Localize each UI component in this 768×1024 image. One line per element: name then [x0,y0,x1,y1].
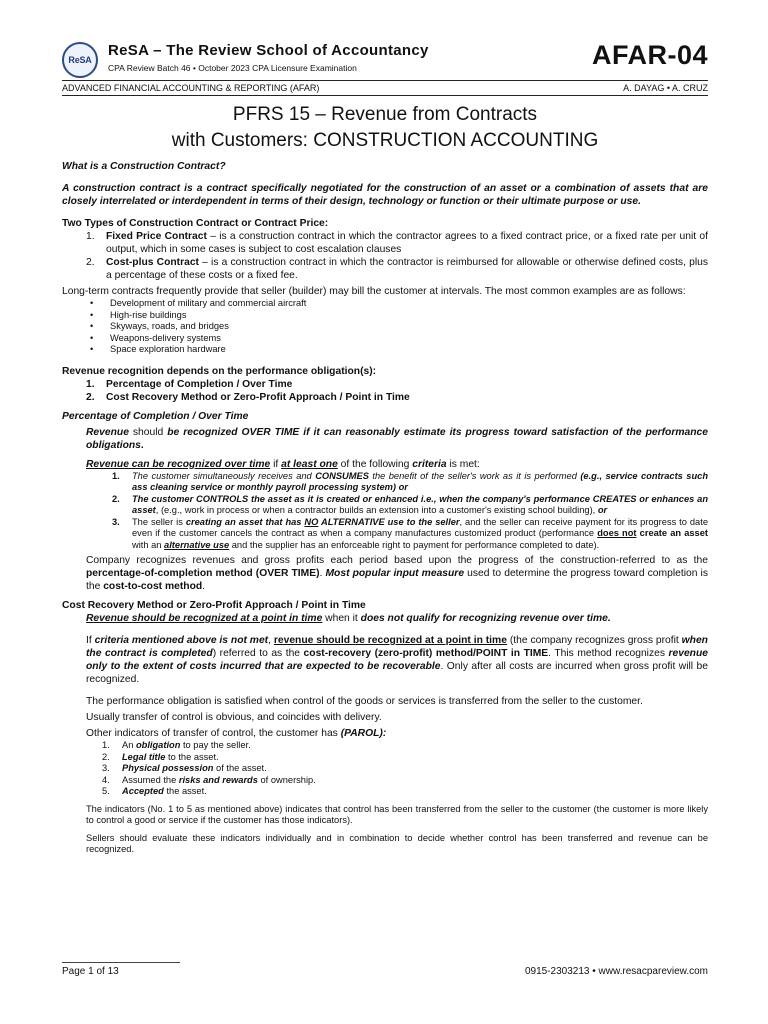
list-item: 2. Cost-plus Contract – is a construction contract in which the contractor is reimbursed for allowable or otherwise defined costs, plus a percentage of these costs or a fixed fee. [86,257,708,281]
list-item: 2. Cost Recovery Method or Zero-Profit Approach / Point in Time [86,391,410,403]
paragraph: Revenue can be recognized over time if at least one of the following criteria is met: [86,458,480,470]
list-item: • Development of military and commercial aircraft [90,298,307,308]
section-heading: Cost Recovery Method or Zero-Profit Approach / Point in Time [62,600,366,611]
logo-text: ReSA [68,55,92,65]
authors: A. DAYAG • A. CRUZ [623,83,708,93]
footer-divider [62,962,180,963]
section-heading: What is a Construction Contract? [62,161,226,172]
resa-logo [62,42,98,78]
criteria-item: 3. The seller is creating an asset that has NO ALTERNATIVE use to the seller, and the seller can receive payment for its progress to date even if the customer cancels the contract as when a company manufactures customized product (performance does not create an asset with an alternative use and the supplier has an enforceable right to payment for performance completed to date). [112,516,708,550]
paragraph: Long-term contracts frequently provide that seller (builder) may bill the customer at intervals. The most common examples are as follows: [62,286,686,297]
title-line-2: with Customers: CONSTRUCTION ACCOUNTING [171,130,599,151]
paragraph: Other indicators of transfer of control, the customer has (PAROL): [86,728,387,739]
section-heading: Revenue recognition depends on the performance obligation(s): [62,365,377,377]
indicator-item: 5. Accepted the asset. [102,786,207,796]
subject-bar [62,80,708,96]
list-item: • High-rise buildings [90,309,187,320]
criteria-item: 1. The customer simultaneously receives and CONSUMES the benefit of the seller's work as it is performed (e.g., service contracts such ass cleaning service or monthly payroll processing system) or [112,470,709,492]
paragraph: The indicators (No. 1 to 5 as mentioned above) indicates that control has been transferred from the seller to the customer (the customer is more likely to control a good or service if the customer has those indicators). [86,803,708,825]
paragraph: The performance obligation is satisfied when control of the goods or services is transferred from the seller to the customer. [86,696,643,707]
paragraph: Usually transfer of control is obvious, and coincides with delivery. [86,712,382,723]
batch-line: CPA Review Batch 46 • October 2023 CPA Licensure Examination [108,63,357,73]
list-item: • Weapons-delivery systems [90,332,221,343]
list-item: 1. Percentage of Completion / Over Time [86,378,293,390]
org-name: ReSA – The Review School of Accountancy [108,42,429,59]
list-item: • Space exploration hardware [90,344,226,354]
page-number: Page 1 of 13 [62,966,119,977]
indicator-item: 3. Physical possession of the asset. [102,763,267,773]
document-page [62,40,708,856]
paragraph: Company recognizes revenues and gross profits each period based upon the progress of the construction-referred to as the percentage-of-completion method (OVER TIME). Most popular input measure used to determine the progress toward completion is the cost-to-cost method. [86,555,708,592]
section-heading: Percentage of Completion / Over Time [62,410,249,422]
section-heading: Two Types of Construction Contract or Contract Price: [62,218,329,229]
indicator-item: 1. An obligation to pay the seller. [102,740,251,750]
criteria-item: 2. The customer CONTROLS the asset as it is created or enhanced i.e., when the company's performance CREATES or enhances an asset, (e.g., work in process or when a contractor builds an extension into a customer's existing school building), or [112,493,708,515]
paragraph: Sellers should evaluate these indicators individually and in combination to decide whether control has been transferred and revenue can be recognized. [86,832,708,854]
indicator-item: 2. Legal title to the asset. [102,751,219,762]
contact-info: 0915-2303213 • www.resacpareview.com [524,966,708,977]
list-item: 1. Fixed Price Contract – is a construction contract in which the contractor agrees to a fixed contract price, or a fixed rate per unit of output, which in some cases is subject to cost escalation clauses [86,231,708,255]
document-header [62,40,708,78]
paragraph: Revenue should be recognized OVER TIME if it can reasonably estimate its progress toward satisfaction of the performance obligations. [86,426,708,451]
page-title [62,102,708,154]
document-code: AFAR-04 [591,40,708,70]
paragraph: If criteria mentioned above is not met, revenue should be recognized at a point in time (the company recognizes gross profit when the contract is completed) referred to as the cost-recovery (zero-profit) method/POINT in TIME. This method recognizes revenue only to the extent of costs incurred that are expected to be recoverable. Only after all costs are incurred when gross profit will be recognized. [86,635,708,685]
definition-text: A construction contract is a contract specifically negotiated for the construction of an asset or a combination of assets that are closely interrelated or interdependent in terms of their design, technology or function or their ultimate purpose or use. [62,183,708,207]
document-body [62,160,708,856]
indicator-item: 4. Assumed the risks and rewards of ownership. [102,774,316,785]
title-line-1: PFRS 15 – Revenue from Contracts [232,104,538,125]
list-item: • Skyways, roads, and bridges [90,321,229,331]
subject-name: ADVANCED FINANCIAL ACCOUNTING & REPORTING (AFAR) [62,83,320,93]
paragraph: Revenue should be recognized at a point in time when it does not qualify for recognizing revenue over time. [86,613,611,624]
